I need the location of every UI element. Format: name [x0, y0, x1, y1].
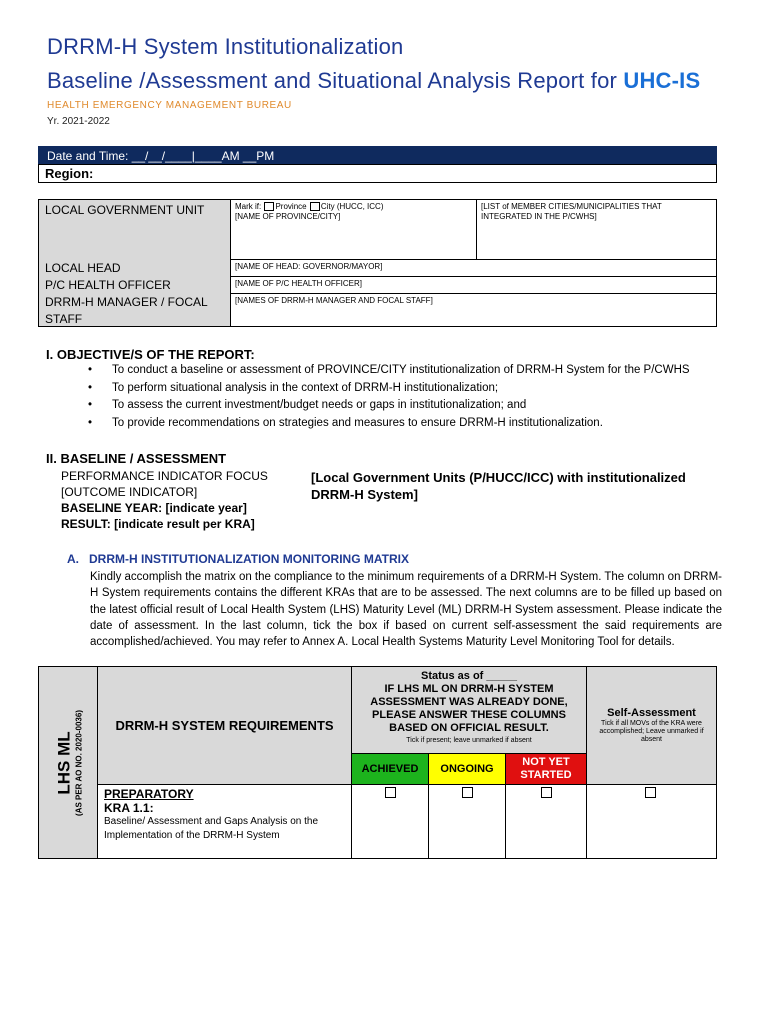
uhc-is-highlight: UHC-IS	[623, 68, 701, 93]
manager-label: DRRM-H MANAGER / FOCAL	[45, 295, 208, 309]
not-yet-started-cell	[505, 784, 587, 859]
objectives-list	[88, 364, 708, 434]
date-time-bar[interactable]: Date and Time: __/__/____|____AM __PM	[38, 146, 717, 164]
table-row	[97, 784, 352, 859]
ongoing-header: ONGOING	[428, 753, 506, 785]
ongoing-cell	[428, 784, 506, 859]
status-note: Tick if present; leave unmarked if absent	[406, 737, 532, 744]
self-assessment-note: Tick if all MOVs of the KRA were accomplished; Leave unmarked if absent	[599, 720, 704, 743]
status-header: Status as of _____ IF LHS ML ON DRRM-H SYSTEM ASSESSMENT WAS ALREADY DONE, PLEASE ANSWER THESE COLUMNS BASED ON OFFICIAL RESULT. Tick if present; leave unmarked if absent	[351, 666, 587, 754]
health-officer-value[interactable]: [NAME OF P/C HEALTH OFFICER]	[235, 279, 362, 288]
lhs-ml-cell	[38, 666, 98, 859]
title-line-1: DRRM-H System Institutionalization	[47, 34, 404, 59]
baseline-year: BASELINE YEAR: [indicate year]	[61, 501, 247, 515]
performance-focus: PERFORMANCE INDICATOR FOCUS	[61, 469, 268, 483]
result-line: RESULT: [indicate result per KRA]	[61, 517, 255, 531]
requirements-header: DRRM-H SYSTEM REQUIREMENTS	[97, 666, 352, 785]
title-line-2: Baseline /Assessment and Situational Analysis Report for UHC-IS	[47, 68, 701, 93]
lgu-statement: [Local Government Units (P/HUCC/ICC) with institutionalized DRRM-H System]	[311, 470, 686, 502]
matrix-instructions: Kindly accomplish the matrix on the compliance to the minimum requirements of a DRRM-H System. The column on DRRM-H System requirements contains the different KRAs that are to be assessed. The next columns are to be filled up based on the latest official result of Local Health System (LHS) Maturity Level (ML) DRRM-H System assessment. Please indicate the date of assessment. In the last column, tick the box if based on current self-assessment the said requirements are accomplished/achieved. You may refer to Annex A. Local Health Systems Maturity Level Monitoring Tool for details.	[90, 571, 722, 649]
objective-item: • To conduct a baseline or assessment of PROVINCE/CITY institutionalization of DRRM-H System for the P/CWHS	[88, 364, 708, 382]
lhs-ml-note: (AS PER AO NO. 2020-0036)	[74, 710, 84, 816]
province-checkbox[interactable]	[264, 202, 274, 211]
member-list-cell[interactable]: [LIST of MEMBER CITIES/MUNICIPALITIES THAT INTEGRATED IN THE P/CWHS]	[481, 202, 662, 221]
row-description-2: Implementation of the DRRM-H System	[104, 830, 280, 841]
region-field[interactable]: Region:	[38, 164, 717, 183]
baseline-heading: II. BASELINE / ASSESSMENT	[46, 451, 227, 466]
lgu-label: LOCAL GOVERNMENT UNIT	[45, 203, 205, 217]
matrix-subheading: A. DRRM-H INSTITUTIONALIZATION MONITORING MATRIX	[67, 552, 409, 566]
report-year: Yr. 2021-2022	[47, 116, 110, 127]
row-kra: KRA 1.1:	[104, 801, 154, 815]
self-assessment-header: Self-Assessment Tick if all MOVs of the KRA were accomplished; Leave unmarked if absent	[586, 666, 717, 785]
objective-item: • To assess the current investment/budget needs or gaps in institutionalization; and	[88, 399, 708, 417]
lgu-table	[38, 199, 717, 327]
self-assessment-cell	[586, 784, 717, 859]
local-head-value[interactable]: [NAME OF HEAD: GOVERNOR/MAYOR]	[235, 262, 383, 271]
health-officer-label: P/C HEALTH OFFICER	[45, 278, 171, 292]
self-assessment-checkbox[interactable]	[645, 787, 656, 798]
lgu-label-column	[39, 200, 231, 326]
monitoring-matrix	[38, 666, 717, 859]
objective-item: • To perform situational analysis in the context of DRRM-H institutionalization;	[88, 382, 708, 400]
row-description: Baseline/ Assessment and Gaps Analysis on the	[104, 816, 319, 827]
ongoing-checkbox[interactable]	[462, 787, 473, 798]
manager-label-staff: STAFF	[45, 312, 83, 326]
achieved-header: ACHIEVED	[351, 753, 429, 785]
city-checkbox[interactable]	[310, 202, 320, 211]
bureau-name: HEALTH EMERGENCY MANAGEMENT BUREAU	[47, 100, 292, 111]
lgu-type-cell: Mark if: Province City (HUCC, ICC) [NAME OF PROVINCE/CITY]	[235, 202, 384, 221]
row-category: PREPARATORY	[104, 787, 194, 801]
lhs-ml-label: LHS ML	[54, 731, 74, 795]
objectives-heading: I. OBJECTIVE/S OF THE REPORT:	[46, 347, 255, 362]
achieved-cell	[351, 784, 429, 859]
province-name-placeholder[interactable]: [NAME OF PROVINCE/CITY]	[235, 212, 341, 221]
outcome-indicator: [OUTCOME INDICATOR]	[61, 485, 198, 499]
local-head-label: LOCAL HEAD	[45, 261, 121, 275]
objective-item: • To provide recommendations on strategies and measures to ensure DRRM-H institutionalization.	[88, 417, 708, 435]
manager-value[interactable]: [NAMES OF DRRM-H MANAGER AND FOCAL STAFF]	[235, 296, 433, 305]
achieved-checkbox[interactable]	[385, 787, 396, 798]
not-yet-started-checkbox[interactable]	[541, 787, 552, 798]
not-yet-started-header: NOT YET STARTED	[505, 753, 587, 785]
